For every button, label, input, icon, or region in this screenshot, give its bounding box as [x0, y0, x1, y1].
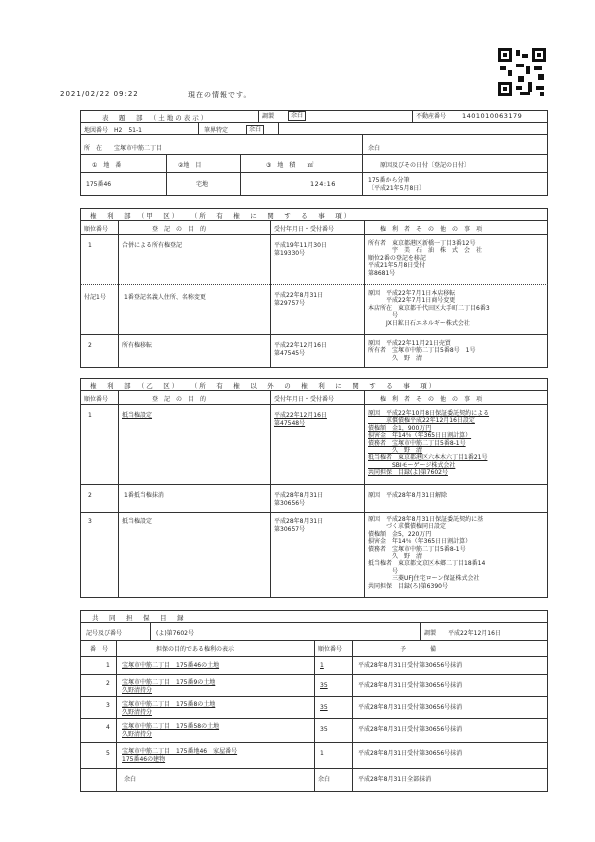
- otsuku-col-kenri: 権 利 者 そ の 他 の 事 項: [380, 396, 483, 403]
- otsuku-row-uketsuke-2: 第30657号: [274, 526, 306, 533]
- otsuku-col-mokuteki: 登 記 の 目 的: [152, 396, 207, 403]
- hyodai-title: 表 題 部 （土地の表示）: [102, 114, 210, 122]
- kouku-row-junni: 1: [88, 242, 92, 249]
- kyodo-row-yobi: 平成28年8月31日受付第30656号抹消: [358, 726, 463, 733]
- col-genin: 原因及びその日付〔登記の日付〕: [380, 162, 471, 169]
- kyodo-row-junni: 35: [320, 682, 328, 689]
- otsuku-row-mokuteki: 抵当権設定: [122, 518, 153, 525]
- kouku-row-mokuteki: 合併による所有権登記: [122, 242, 183, 249]
- kouku-col-mokuteki: 登 記 の 目 的: [152, 226, 207, 233]
- kyodo-chosei-label: 調製: [424, 630, 437, 637]
- kyodo-row-hyoji: 宝塚市中筋二丁目 175番46の土地: [122, 662, 220, 669]
- kigo-value: (よ)第7602号: [156, 630, 194, 637]
- kyodo-row-bango: 3: [106, 702, 110, 709]
- kyodo-row-hyoji-2: 久野清持分: [122, 731, 153, 738]
- row-chiseki: 124:16: [310, 180, 336, 188]
- chizu-value: H2 51-1: [114, 127, 142, 134]
- col-chiseki: ③ 地 積 ㎡: [266, 162, 314, 169]
- kouku-row-mokuteki: 所有権移転: [122, 342, 153, 349]
- kyodo-col-bango: 番 号: [90, 646, 109, 653]
- kyodo-row-junni: 1: [320, 750, 324, 757]
- kyodo-row-hyoji: 宝塚市中筋二丁目 175番58の土地: [122, 723, 220, 730]
- otsuku-row-kenri: 原因 平成22年10月8日保証委託契約による 求償債権平成22年12月16日設定 債権額 金1，900万円 損害金 年14％（年365日日割計算） 債務者 宝塚市中筋二丁目5番8-1号 久 野 清 抵当権者 東京都港区六本木六丁目1番21号 SBIモーゲージ株式会社 共同担保 目録(よ)第7602号: [368, 410, 490, 477]
- kyodo-row-hyoji: 宝塚市中筋二丁目 175番9の土地: [122, 679, 216, 686]
- kyodo-row-bango: 5: [106, 750, 110, 757]
- otsuku-row-uketsuke-2: 第47548号: [274, 420, 306, 427]
- kyodo-row-yobi: 平成28年8月31日全部抹消: [358, 776, 432, 783]
- kyodo-row-junni: 35: [320, 726, 328, 733]
- shozai-label: 所 在: [84, 145, 103, 152]
- hikkai-label: 筆界特定: [204, 127, 229, 134]
- kyodo-col-junni: 順位番号: [318, 646, 343, 653]
- kyodo-row-junni: 35: [320, 704, 328, 711]
- kyodo-row-junni: 1: [320, 662, 324, 669]
- kyodo-row-junni: 余白: [318, 776, 331, 783]
- col-chimoku: ②地 目: [178, 162, 202, 169]
- otsuku-row-uketsuke-2: 第30656号: [274, 500, 306, 507]
- kouku-row-mokuteki: 1番登記名義人住所、名称変更: [124, 294, 206, 301]
- kyodo-row-hyoji: 宝塚市中筋二丁目 175番地46 家屋番号: [122, 748, 238, 755]
- otsuku-title: 権 利 部 （乙 区） （所 有 権 以 外 の 権 利 に 関 す る 事 項）: [90, 382, 438, 390]
- kouku-row-uketsuke-2: 第29757号: [274, 300, 306, 307]
- kyodo-col-yobi: 予 備: [400, 646, 437, 653]
- print-note: 現在の情報です。: [188, 91, 252, 99]
- otsuku-row-junni: 1: [88, 412, 92, 419]
- kouku-col-uketsuke: 受付年月日・受付番号: [274, 226, 335, 233]
- kouku-row-junni: 付記1号: [84, 294, 106, 301]
- otsuku-row-junni: 2: [88, 492, 92, 499]
- row-genin-2: 〔平成21年5月8日〕: [368, 185, 426, 192]
- kyodo-row-yobi: 平成28年8月31日受付第30656号抹消: [358, 682, 463, 689]
- kyodo-row-yobi: 平成28年8月31日受付第30656号抹消: [358, 662, 463, 669]
- chosei-label: 調製: [262, 113, 275, 120]
- kyodo-row-hyoji: 宝塚市中筋二丁目 175番8の土地: [122, 701, 216, 708]
- kyodo-row-bango: 1: [106, 662, 110, 669]
- otsuku-row-kenri: 原因 平成28年8月31日解除: [368, 492, 448, 499]
- kyodo-row-yobi: 平成28年8月31日受付第30656号抹消: [358, 704, 463, 711]
- otsuku-row-uketsuke-1: 平成22年12月16日: [274, 412, 327, 419]
- kyodo-row-hyoji-2: 久野清持分: [122, 687, 153, 694]
- fudosan-number: 1401010063179: [462, 112, 523, 120]
- row-chimoku: 宅地: [196, 181, 209, 188]
- kigo-label: 記号及び番号: [86, 630, 123, 637]
- otsuku-row-mokuteki: 抵当権設定: [122, 412, 153, 419]
- otsuku-row-uketsuke-1: 平成28年8月31日: [274, 492, 324, 499]
- kyodo-row-hyoji-2: 175番46の建物: [122, 756, 166, 763]
- kouku-col-junni: 順位番号: [84, 226, 109, 233]
- kyodo-row-bango: 2: [106, 680, 110, 687]
- otsuku-row-uketsuke-1: 平成28年8月31日: [274, 518, 324, 525]
- hikkai-value: 余白: [246, 125, 264, 135]
- kouku-row-uketsuke-2: 第19330号: [274, 250, 306, 257]
- kouku-row-uketsuke-1: 平成19年11月30日: [274, 242, 327, 249]
- shozai-blank: 余白: [368, 145, 381, 152]
- shozai-value: 宝塚市中筋二丁目: [114, 145, 163, 152]
- chosei-value: 余白: [288, 111, 306, 121]
- fudosan-label: 不動産番号: [416, 113, 447, 120]
- kouku-row-kenri: 所有者 東京都港区新橋一丁目3番12号 宇 美 石 油 株 式 会 社 順位2番の登記を移記 平成21年5月8日受付 第8681号: [368, 240, 483, 277]
- kyodo-chosei-value: 平成22年12月16日: [448, 630, 501, 637]
- qr-code-icon: [498, 48, 546, 96]
- otsuku-row-kenri: 原因 平成28年8月31日保証委託契約に基 づく求償債権同日設定 債権額 金5，220万円 損害金 年14％（年365日日割計算） 債務者 宝塚市中筋二丁目5番8-1号 久 野 清 抵当権者 東京都文京区本郷二丁目18番14 号 三菱UFJ住宅ローン保証株式会社 共同担保 目録(ろ)第6390号: [368, 516, 486, 590]
- kouku-row-kenri: 原因 平成22年7月1日本店移転 平成22年7月1日商号変更 本店所在 東京都千代田区大手町二丁目6番3 号 JX日鉱日石エネルギー株式会社: [368, 290, 490, 327]
- kyodo-row-bango: 4: [106, 724, 110, 731]
- otsuku-row-mokuteki: 1番抵当権抹消: [124, 492, 164, 499]
- kyodo-row-hyoji: 余白: [124, 776, 137, 783]
- otsuku-col-uketsuke: 受付年月日・受付番号: [274, 396, 335, 403]
- row-genin-1: 175番から分筆: [368, 177, 410, 184]
- otsuku-row-junni: 3: [88, 518, 92, 525]
- kouku-row-uketsuke-1: 平成22年8月31日: [274, 292, 324, 299]
- print-datetime: 2021/02/22 09:22: [60, 90, 139, 98]
- kyodo-row-yobi: 平成28年8月31日受付第30656号抹消: [358, 750, 463, 757]
- kouku-row-uketsuke-1: 平成22年12月16日: [274, 342, 327, 349]
- col-chiban: ① 地 番: [92, 162, 122, 169]
- kouku-title: 権 利 部 （甲 区） （所 有 権 に 関 す る 事 項）: [90, 212, 353, 220]
- otsuku-col-junni: 順位番号: [84, 396, 109, 403]
- kouku-col-kenri: 権 利 者 そ の 他 の 事 項: [380, 226, 483, 233]
- kyodo-col-hyoji: 担保の目的である権利の表示: [156, 646, 235, 653]
- kouku-row-junni: 2: [88, 342, 92, 349]
- chizu-label: 地図番号: [84, 127, 109, 134]
- kouku-row-uketsuke-2: 第47545号: [274, 350, 306, 357]
- kyodo-row-hyoji-2: 久野清持分: [122, 709, 153, 716]
- kouku-row-kenri: 原因 平成22年11月21日売買 所有者 宝塚市中筋二丁目5番8号 1号 久 野 清: [368, 340, 476, 362]
- row-chiban: 175番46: [86, 181, 112, 188]
- kyodo-title: 共 同 担 保 目 録: [92, 614, 186, 622]
